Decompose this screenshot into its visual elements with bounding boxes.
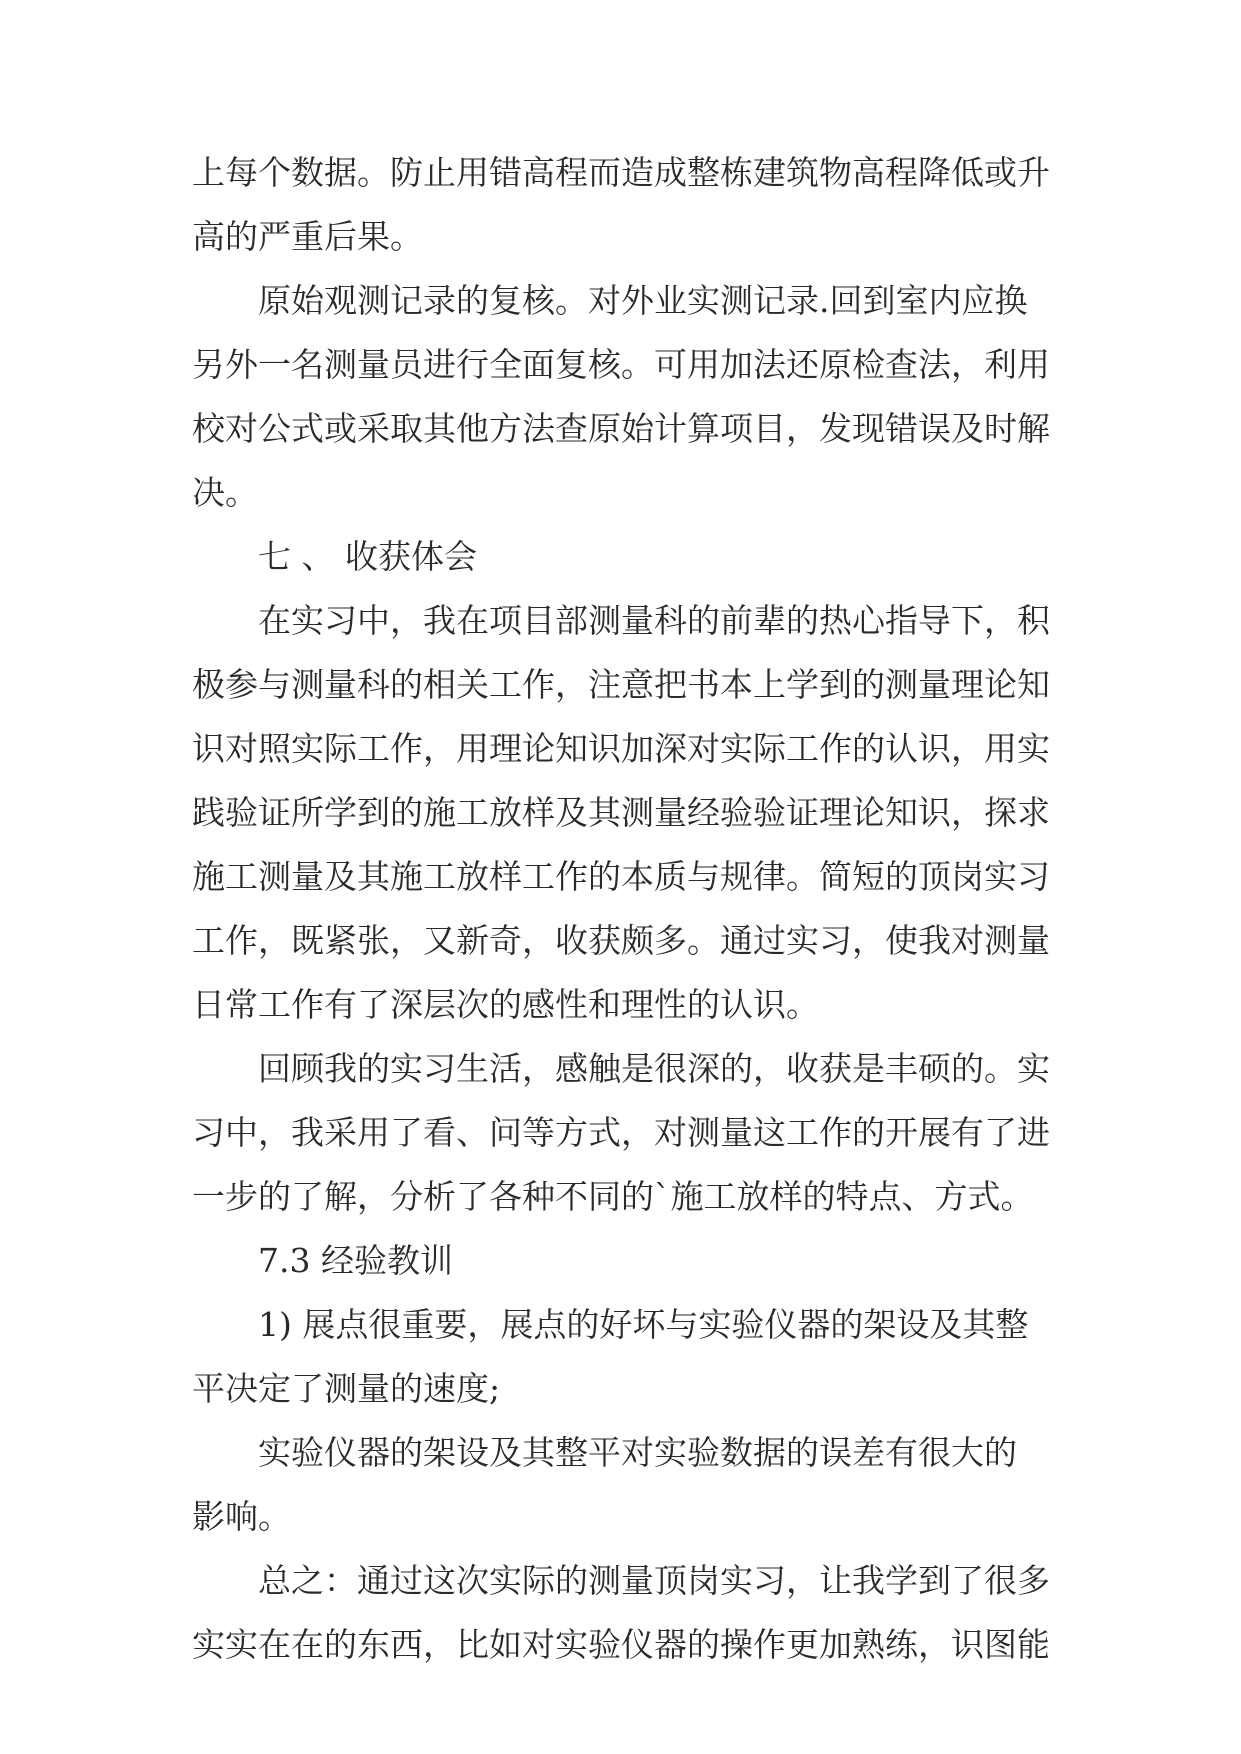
text-line: 工作，既紧张，又新奇，收获颇多。通过实习，使我对测量 [192,921,1050,960]
text-line: 极参与测量科的相关工作，注意把书本上学到的测量理论知 [192,665,1050,704]
section-heading: 七 、 收获体会 [258,537,477,576]
text-line: 校对公式或采取其他方法查原始计算项目，发现错误及时解 [192,409,1050,448]
text-line: 上每个数据。防止用错高程而造成整栋建筑物高程降低或升 [192,153,1050,192]
subsection-heading: 7.3 经验教训 [258,1241,453,1280]
text-line: 践验证所学到的施工放样及其测量经验验证理论知识，探求 [192,793,1050,832]
text-line: 决。 [192,473,258,512]
text-line: 日常工作有了深层次的感性和理性的认识。 [192,985,819,1024]
text-line: 一步的了解，分析了各种不同的`施工放样的特点、方式。 [192,1177,1034,1216]
text-line: 识对照实际工作，用理论知识加深对实际工作的认识，用实 [192,729,1050,768]
text-line: 原始观测记录的复核。对外业实测记录.回到室内应换 [258,281,1028,320]
text-line: 另外一名测量员进行全面复核。可用加法还原检查法，利用 [192,345,1050,384]
text-line: 平决定了测量的速度; [192,1369,501,1408]
text-line: 习中，我采用了看、问等方式，对测量这工作的开展有了进 [192,1113,1050,1152]
text-line: 总之：通过这次实际的测量顶岗实习，让我学到了很多 [258,1561,1050,1600]
text-line: 高的严重后果。 [192,217,423,256]
text-line: 实实在在的东西，比如对实验仪器的操作更加熟练，识图能 [192,1625,1050,1664]
text-line: 回顾我的实习生活，感触是很深的，收获是丰硕的。实 [258,1049,1050,1088]
text-line: 1) 展点很重要，展点的好坏与实验仪器的架设及其整 [258,1305,1029,1344]
text-line: 在实习中，我在项目部测量科的前辈的热心指导下，积 [258,601,1050,640]
text-line: 施工测量及其施工放样工作的本质与规律。简短的顶岗实习 [192,857,1050,896]
text-line: 影响。 [192,1497,291,1536]
text-line: 实验仪器的架设及其整平对实验数据的误差有很大的 [258,1433,1017,1472]
